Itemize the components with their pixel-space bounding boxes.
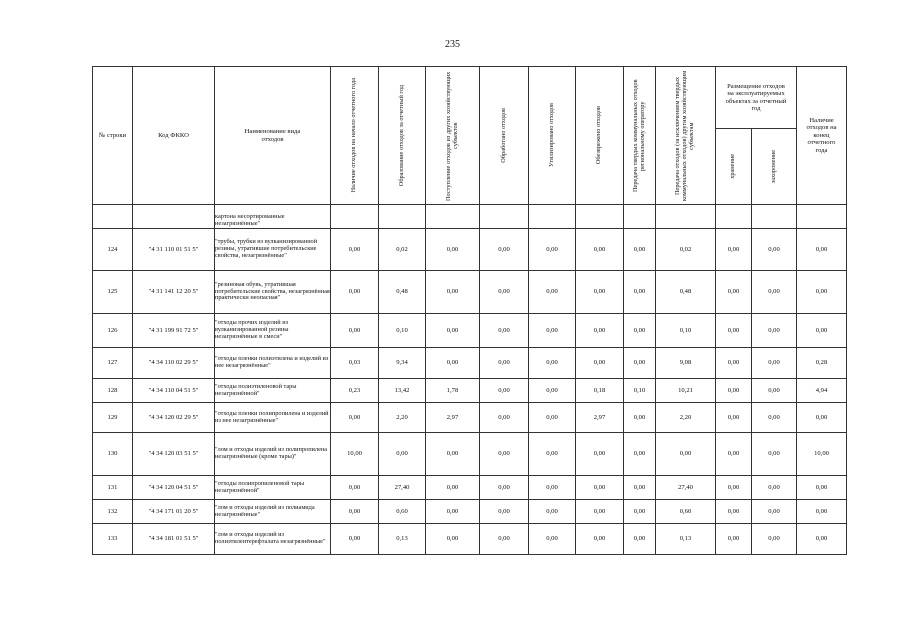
header-utilized xyxy=(529,67,576,205)
continuation-cell xyxy=(576,205,624,229)
header-received xyxy=(426,67,480,205)
continuation-cell xyxy=(529,205,576,229)
value-processed: 0,00 xyxy=(480,379,529,403)
value-start-balance: 0,00 xyxy=(331,314,379,348)
value-transfer-regional: 0,00 xyxy=(624,500,656,524)
value-burial: 0,00 xyxy=(752,500,797,524)
header-transfer-other xyxy=(656,67,716,205)
continuation-name: картона несортированные незагрязнённые" xyxy=(215,205,331,229)
value-transfer-other: 0,10 xyxy=(656,314,716,348)
continuation-cell xyxy=(716,205,752,229)
header-burial xyxy=(752,129,797,205)
header-processed-text: Обработано отходов xyxy=(499,108,507,163)
table-row xyxy=(93,229,847,271)
header-received-text: Поступление отходов из других хозяйствующих субъектов xyxy=(444,70,459,201)
header-utilized-text: Утилизировано отходов xyxy=(547,103,555,168)
value-generated: 9,34 xyxy=(379,348,426,379)
value-received: 0,00 xyxy=(426,433,480,476)
value-generated: 0,48 xyxy=(379,271,426,314)
value-received: 0,00 xyxy=(426,500,480,524)
value-burial: 0,00 xyxy=(752,403,797,433)
value-processed: 0,00 xyxy=(480,433,529,476)
value-storage: 0,00 xyxy=(716,271,752,314)
continuation-cell xyxy=(480,205,529,229)
value-storage: 0,00 xyxy=(716,379,752,403)
row-number: 127 xyxy=(93,348,133,379)
waste-code: "4 34 110 04 51 5" xyxy=(133,379,215,403)
table-body xyxy=(93,205,847,555)
value-end-balance: 0,00 xyxy=(797,314,847,348)
value-transfer-regional: 0,10 xyxy=(624,379,656,403)
table-row xyxy=(93,271,847,314)
value-start-balance: 0,23 xyxy=(331,379,379,403)
value-transfer-other: 10,21 xyxy=(656,379,716,403)
value-processed: 0,00 xyxy=(480,314,529,348)
header-transfer-other-text: Передача отходов (за исключением твердых коммунальных отходов) другим хозяйствующим субъектам xyxy=(674,70,695,201)
value-end-balance: 10,00 xyxy=(797,433,847,476)
waste-name: "отходы прочих изделий из вулканизированной резины незагрязнённые в смеси" xyxy=(215,314,331,348)
header-generated-text: Образование отходов за отчетный год xyxy=(397,84,405,187)
continuation-cell xyxy=(426,205,480,229)
value-processed: 0,00 xyxy=(480,271,529,314)
value-neutralized: 0,18 xyxy=(576,379,624,403)
table-row xyxy=(93,476,847,500)
waste-name: "резиновая обувь, утратившая потребительские свойства, незагрязнённая практически неопасная" xyxy=(215,271,331,314)
row-number: 128 xyxy=(93,379,133,403)
table-row xyxy=(93,314,847,348)
value-start-balance: 0,00 xyxy=(331,476,379,500)
value-transfer-regional: 0,00 xyxy=(624,314,656,348)
value-end-balance: 4,94 xyxy=(797,379,847,403)
value-start-balance: 10,00 xyxy=(331,433,379,476)
value-storage: 0,00 xyxy=(716,524,752,555)
header-storage xyxy=(716,129,752,205)
value-received: 2,97 xyxy=(426,403,480,433)
value-transfer-other: 27,40 xyxy=(656,476,716,500)
value-generated: 13,42 xyxy=(379,379,426,403)
value-processed: 0,00 xyxy=(480,229,529,271)
value-burial: 0,00 xyxy=(752,476,797,500)
table-row xyxy=(93,379,847,403)
waste-name: "лом и отходы изделий из полипропилена незагрязнённые (кроме тары)" xyxy=(215,433,331,476)
value-burial: 0,00 xyxy=(752,379,797,403)
table-row xyxy=(93,348,847,379)
value-generated: 0,13 xyxy=(379,524,426,555)
header-end-balance-text: Наличие отходов на конец отчетного года xyxy=(806,117,837,154)
value-received: 0,00 xyxy=(426,348,480,379)
value-generated: 0,60 xyxy=(379,500,426,524)
waste-name: "лом и отходы изделий из полиамида незагрязнённые" xyxy=(215,500,331,524)
value-neutralized: 0,00 xyxy=(576,348,624,379)
value-received: 0,00 xyxy=(426,229,480,271)
waste-code: "4 34 171 01 20 5" xyxy=(133,500,215,524)
continuation-cell xyxy=(331,205,379,229)
value-neutralized: 0,00 xyxy=(576,524,624,555)
waste-name: "отходы полиэтиленовой тары незагрязнённой" xyxy=(215,379,331,403)
waste-code: "4 31 141 12 20 5" xyxy=(133,271,215,314)
value-received: 1,78 xyxy=(426,379,480,403)
waste-table xyxy=(92,66,847,555)
value-end-balance: 0,00 xyxy=(797,524,847,555)
value-neutralized: 0,00 xyxy=(576,271,624,314)
value-transfer-other: 0,13 xyxy=(656,524,716,555)
value-processed: 0,00 xyxy=(480,348,529,379)
value-transfer-regional: 0,00 xyxy=(624,476,656,500)
value-transfer-other: 0,60 xyxy=(656,500,716,524)
waste-code: "4 34 120 03 51 5" xyxy=(133,433,215,476)
value-storage: 0,00 xyxy=(716,229,752,271)
waste-code: "4 34 120 04 51 5" xyxy=(133,476,215,500)
header-burial-text: захоронение xyxy=(769,149,777,184)
value-neutralized: 0,00 xyxy=(576,476,624,500)
value-processed: 0,00 xyxy=(480,403,529,433)
value-generated: 0,10 xyxy=(379,314,426,348)
header-name xyxy=(215,67,331,205)
row-number: 132 xyxy=(93,500,133,524)
continuation-row xyxy=(93,205,847,229)
row-number: 124 xyxy=(93,229,133,271)
table-row xyxy=(93,433,847,476)
value-generated: 0,02 xyxy=(379,229,426,271)
value-utilized: 0,00 xyxy=(529,500,576,524)
row-number: 130 xyxy=(93,433,133,476)
continuation-cell xyxy=(624,205,656,229)
value-transfer-regional: 0,00 xyxy=(624,271,656,314)
value-neutralized: 0,00 xyxy=(576,229,624,271)
header-transfer-regional xyxy=(624,67,656,205)
waste-name: "отходы пленки полиэтилена и изделий из нее незагрязнённые" xyxy=(215,348,331,379)
waste-code: "4 34 110 02 29 5" xyxy=(133,348,215,379)
value-burial: 0,00 xyxy=(752,433,797,476)
row-number: 131 xyxy=(93,476,133,500)
value-start-balance: 0,03 xyxy=(331,348,379,379)
value-transfer-regional: 0,00 xyxy=(624,524,656,555)
value-burial: 0,00 xyxy=(752,271,797,314)
header-row-no: № строки xyxy=(93,67,133,205)
header-end-balance xyxy=(797,67,847,205)
continuation-cell xyxy=(133,205,215,229)
value-neutralized: 0,00 xyxy=(576,500,624,524)
value-storage: 0,00 xyxy=(716,314,752,348)
value-transfer-other: 0,00 xyxy=(656,433,716,476)
value-processed: 0,00 xyxy=(480,524,529,555)
value-transfer-regional: 0,00 xyxy=(624,433,656,476)
continuation-cell xyxy=(797,205,847,229)
header-storage-text: хранение xyxy=(729,154,737,179)
header-placement-text: Размещение отходов на эксплуатируемых объектах за отчетный год xyxy=(725,82,787,112)
value-end-balance: 0,00 xyxy=(797,403,847,433)
value-start-balance: 0,00 xyxy=(331,524,379,555)
value-end-balance: 0,00 xyxy=(797,500,847,524)
value-transfer-other: 2,20 xyxy=(656,403,716,433)
value-storage: 0,00 xyxy=(716,403,752,433)
value-burial: 0,00 xyxy=(752,524,797,555)
value-start-balance: 0,00 xyxy=(331,271,379,314)
value-utilized: 0,00 xyxy=(529,433,576,476)
waste-name: "лом и отходы изделий из полиэтилентерефталата незагрязнённые" xyxy=(215,524,331,555)
header-transfer-regional-text: Передача твердых коммунальных отходов региональному оператору xyxy=(631,79,646,192)
value-burial: 0,00 xyxy=(752,348,797,379)
value-burial: 0,00 xyxy=(752,314,797,348)
waste-code: "4 31 199 91 72 5" xyxy=(133,314,215,348)
value-transfer-other: 9,08 xyxy=(656,348,716,379)
header-start-balance-text: Наличие отходов на начало отчетного года xyxy=(350,78,358,193)
waste-name: "отходы пленки полипропилена и изделий из нее незагрязнённые" xyxy=(215,403,331,433)
page-number: 235 xyxy=(445,39,460,50)
value-start-balance: 0,00 xyxy=(331,403,379,433)
value-utilized: 0,00 xyxy=(529,229,576,271)
value-neutralized: 0,00 xyxy=(576,314,624,348)
value-start-balance: 0,00 xyxy=(331,229,379,271)
header-generated xyxy=(379,67,426,205)
value-transfer-regional: 0,00 xyxy=(624,403,656,433)
value-utilized: 0,00 xyxy=(529,271,576,314)
header-name-text: Наименование вида отходов xyxy=(244,128,301,143)
header-processed xyxy=(480,67,529,205)
value-generated: 27,40 xyxy=(379,476,426,500)
value-storage: 0,00 xyxy=(716,348,752,379)
value-generated: 0,00 xyxy=(379,433,426,476)
waste-name: "трубы, трубки из вулканизированной резины, утратившие потребительские свойства, незагрязнённые" xyxy=(215,229,331,271)
value-transfer-other: 0,48 xyxy=(656,271,716,314)
waste-code: "4 31 110 01 51 5" xyxy=(133,229,215,271)
value-start-balance: 0,00 xyxy=(331,500,379,524)
row-number: 125 xyxy=(93,271,133,314)
value-neutralized: 2,97 xyxy=(576,403,624,433)
header-neutralized-text: Обезврежено отходов xyxy=(595,106,603,165)
value-received: 0,00 xyxy=(426,314,480,348)
continuation-cell xyxy=(379,205,426,229)
value-end-balance: 0,28 xyxy=(797,348,847,379)
value-transfer-regional: 0,00 xyxy=(624,348,656,379)
value-end-balance: 0,00 xyxy=(797,271,847,314)
row-number: 126 xyxy=(93,314,133,348)
value-transfer-other: 0,02 xyxy=(656,229,716,271)
table-row xyxy=(93,403,847,433)
value-utilized: 0,00 xyxy=(529,314,576,348)
value-neutralized: 0,00 xyxy=(576,433,624,476)
header-code: Код ФККО xyxy=(133,67,215,205)
value-storage: 0,00 xyxy=(716,476,752,500)
value-received: 0,00 xyxy=(426,271,480,314)
table-row xyxy=(93,500,847,524)
waste-code: "4 34 181 01 51 5" xyxy=(133,524,215,555)
value-utilized: 0,00 xyxy=(529,524,576,555)
value-end-balance: 0,00 xyxy=(797,229,847,271)
value-generated: 2,20 xyxy=(379,403,426,433)
value-utilized: 0,00 xyxy=(529,403,576,433)
row-number: 129 xyxy=(93,403,133,433)
value-burial: 0,00 xyxy=(752,229,797,271)
value-utilized: 0,00 xyxy=(529,379,576,403)
header-start-balance xyxy=(331,67,379,205)
value-end-balance: 0,00 xyxy=(797,476,847,500)
value-transfer-regional: 0,00 xyxy=(624,229,656,271)
value-storage: 0,00 xyxy=(716,433,752,476)
continuation-cell xyxy=(93,205,133,229)
value-processed: 0,00 xyxy=(480,500,529,524)
value-utilized: 0,00 xyxy=(529,348,576,379)
value-processed: 0,00 xyxy=(480,476,529,500)
value-received: 0,00 xyxy=(426,524,480,555)
continuation-cell xyxy=(656,205,716,229)
continuation-cell xyxy=(752,205,797,229)
value-received: 0,00 xyxy=(426,476,480,500)
value-storage: 0,00 xyxy=(716,500,752,524)
header-placement xyxy=(716,67,797,129)
waste-name: "отходы полипропиленовой тары незагрязнённой" xyxy=(215,476,331,500)
waste-code: "4 34 120 02 29 5" xyxy=(133,403,215,433)
value-utilized: 0,00 xyxy=(529,476,576,500)
table-row xyxy=(93,524,847,555)
header-neutralized xyxy=(576,67,624,205)
row-number: 133 xyxy=(93,524,133,555)
